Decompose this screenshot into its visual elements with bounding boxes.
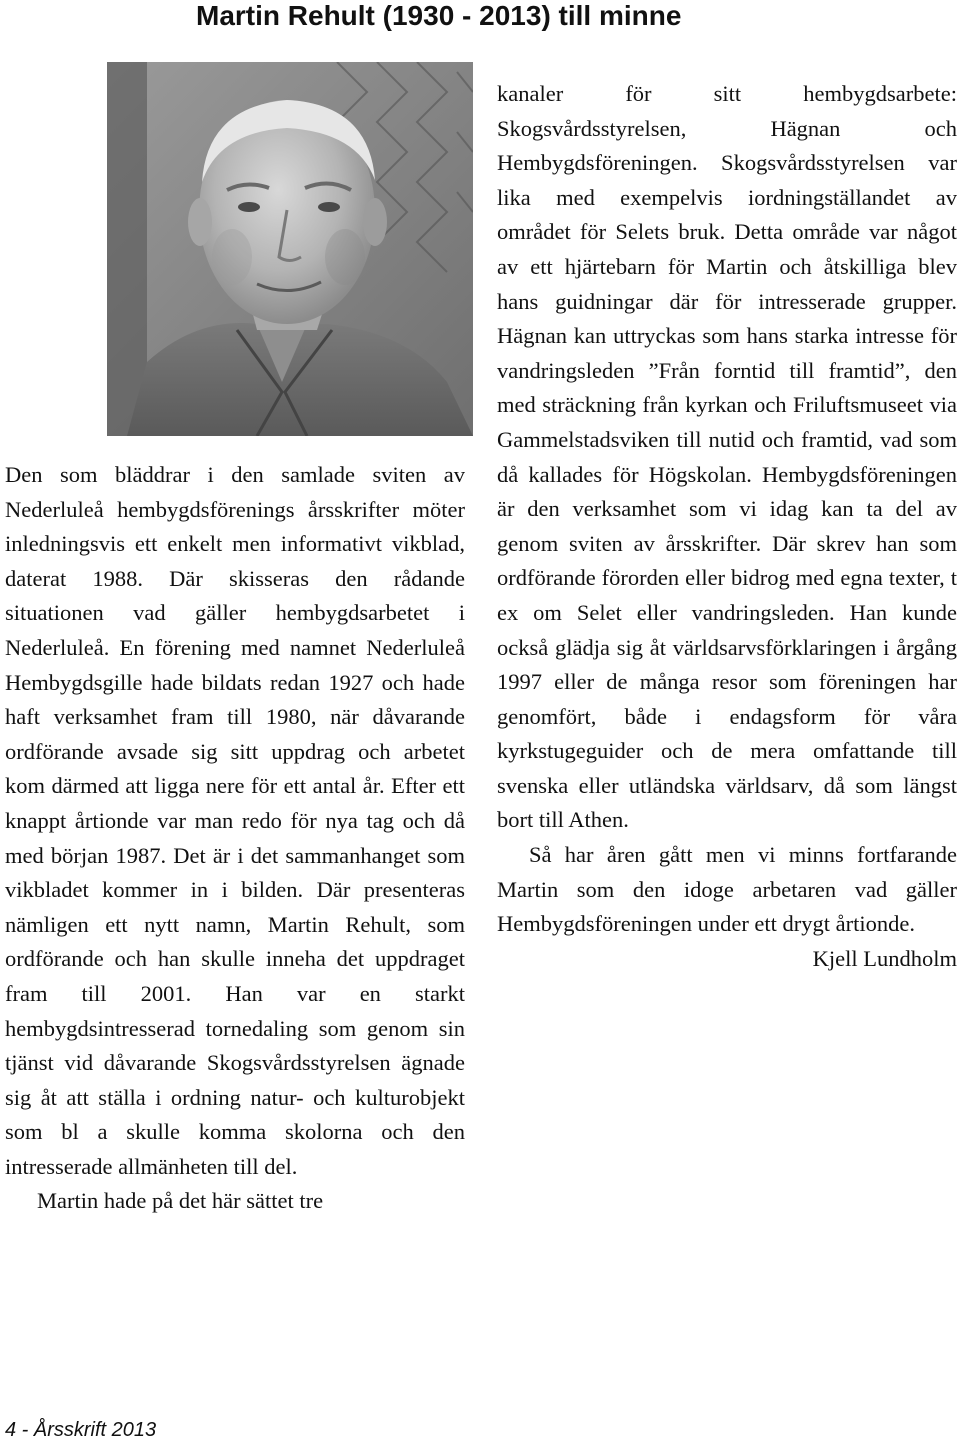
article-paragraph: kanaler för sitt hembygdsarbete: Skogsvårdsstyrelsen, Hägnan och Hembygdsföreningen. Skogsvårdsstyrelsen var lika med exempelvis iordningställandet av området för Selets bruk. Detta område var något av ett hjärtebarn för Martin och åtskilliga blev hans guidningar där för intresserade grupper. Hägnan kan uttryckas som hans starka intresse för vandringsleden ”Från forntid till framtid”, den med sträckning från kyrkan och Friluftsmuseet via Gammelstadsviken till nutid och framtid, vad som då kallades för Högskolan. Hembygdsföreningen är den verksamhet som vi idag kan ta del av genom sviten av årsskrifter. Där skrev han som ordförande förorden eller bidrog med egna texter, t ex om Selet eller vandringsleden. Han kunde också glädja sig åt världsarvsförklaringen i årgång 1997 eller de många resor som föreningen har genomfört, både i endagsform för våra kyrkstugeguider och de mera omfattande till svenska eller utländska världsarv, då som längst bort till Athen. [497, 81, 957, 833]
article-paragraph: Så har åren gått men vi minns fortfarande Martin som den idoge arbetaren vad gäller Hembygdsföreningen under ett drygt årtionde. [497, 842, 957, 937]
author-signature: Kjell Lundholm [812, 945, 957, 971]
portrait-photo-icon [107, 62, 473, 436]
article-left-column [5, 458, 465, 1219]
article-right-column [497, 77, 957, 976]
article-paragraph: Martin hade på det här sättet tre [37, 1188, 324, 1214]
page-footer: 4 - Årsskrift 2013 [5, 1419, 157, 1441]
article-paragraph: Den som bläddrar i den samlade sviten av Nederluleå hembygdsförenings årsskrifter möter inledningsvis ett enkelt men informativt vikblad, daterat 1988. Där skisseras den rådande situationen vad gäller hembygdsarbetet i Nederluleå. En förening med namnet Nederluleå Hembygdsgille hade bildats redan 1927 och hade haft verksamhet fram till 1980, när dåvarande ordförande avsade sig sitt uppdrag och arbetet kom därmed att ligga nere för ett antal år. Efter ett knappt årtionde var man redo för nya tag och då med början 1987. Det är i det sammanhanget som vikbladet kommer in i bilden. Där presenteras nämligen ett nytt namn, Martin Rehult, som ordförande och han skulle inneha det uppdraget fram till 2001. Han var en starkt hembygdsintresserad tornedaling som genom sin tjänst vid dåvarande Skogsvårdsstyrelsen ägnade sig åt att ställa i ordning natur- och kulturobjekt som bl a skulle komma skolorna och den intresserade allmänheten till del. [5, 462, 465, 1179]
page-title: Martin Rehult (1930 - 2013) till minne [196, 0, 682, 31]
